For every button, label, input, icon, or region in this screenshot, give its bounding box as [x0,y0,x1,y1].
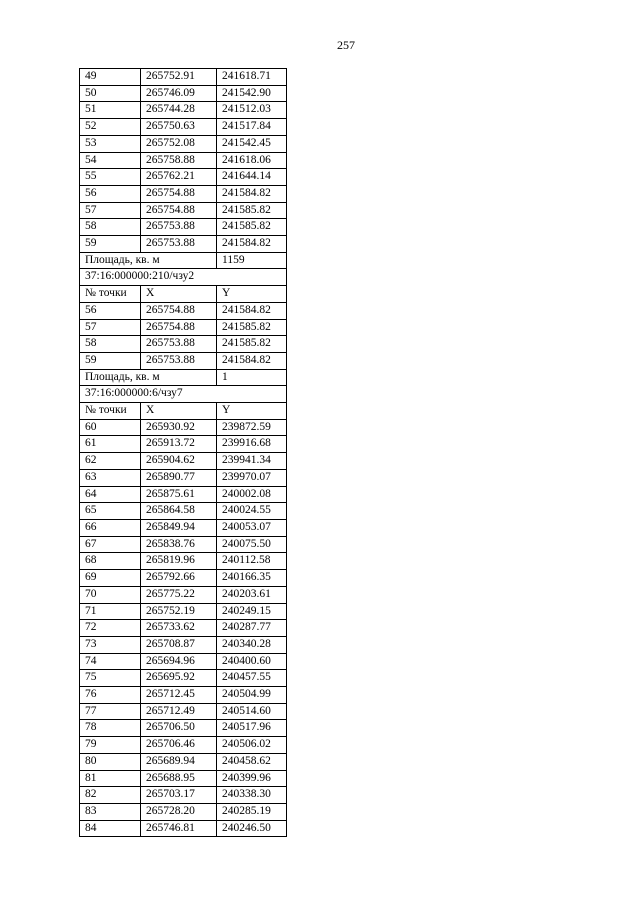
point-number: 54 [80,152,141,169]
table-row [80,687,287,704]
x-coordinate: 265706.46 [141,737,217,754]
x-coordinate: 265744.28 [141,102,217,119]
point-number: 82 [80,787,141,804]
x-coordinate: 265890.77 [141,469,217,486]
area-row [80,252,287,269]
y-coordinate: 240399.96 [217,770,287,787]
point-number: 59 [80,352,141,369]
y-coordinate: 240457.55 [217,670,287,687]
table-row [80,102,287,119]
page-number: 257 [337,38,355,52]
point-number: 73 [80,636,141,653]
point-number: 70 [80,586,141,603]
parcel-id: 37:16:000000:6/чзу7 [80,386,287,403]
point-number: 77 [80,703,141,720]
table-row [80,737,287,754]
table-row [80,820,287,837]
x-coordinate: 265864.58 [141,503,217,520]
point-number: 55 [80,169,141,186]
x-coordinate: 265819.96 [141,553,217,570]
x-coordinate: 265689.94 [141,753,217,770]
table-row [80,503,287,520]
point-number: 71 [80,603,141,620]
table-row [80,185,287,202]
point-number: 66 [80,519,141,536]
point-number: 84 [80,820,141,837]
table-header-row [80,286,287,303]
x-coordinate: 265904.62 [141,453,217,470]
x-coordinate: 265754.88 [141,302,217,319]
point-number: 56 [80,185,141,202]
y-coordinate: 240075.50 [217,536,287,553]
point-number-header: № точки [80,403,141,420]
y-coordinate: 240053.07 [217,519,287,536]
x-coordinate: 265750.63 [141,119,217,136]
table-row [80,636,287,653]
table-row [80,620,287,637]
area-label: Площадь, кв. м [80,252,217,269]
y-coordinate: 240504.99 [217,687,287,704]
x-coordinate: 265753.88 [141,336,217,353]
x-coordinate: 265849.94 [141,519,217,536]
y-coordinate: 240166.35 [217,570,287,587]
y-coordinate: 240506.02 [217,737,287,754]
y-coordinate: 239970.07 [217,469,287,486]
table-header-row [80,403,287,420]
table-row [80,302,287,319]
point-number: 64 [80,486,141,503]
point-number: 68 [80,553,141,570]
x-coordinate: 265762.21 [141,169,217,186]
x-header: X [141,286,217,303]
y-coordinate: 240287.77 [217,620,287,637]
x-header: X [141,403,217,420]
x-coordinate: 265733.62 [141,620,217,637]
point-number: 83 [80,803,141,820]
table-row [80,436,287,453]
x-coordinate: 265754.88 [141,202,217,219]
y-coordinate: 240112.58 [217,553,287,570]
table-row [80,69,287,86]
y-coordinate: 241584.82 [217,185,287,202]
x-coordinate: 265792.66 [141,570,217,587]
x-coordinate: 265746.09 [141,85,217,102]
point-number: 76 [80,687,141,704]
point-number-header: № точки [80,286,141,303]
y-coordinate: 241542.45 [217,135,287,152]
table-row [80,787,287,804]
x-coordinate: 265746.81 [141,820,217,837]
point-number: 57 [80,202,141,219]
x-coordinate: 265838.76 [141,536,217,553]
x-coordinate: 265688.95 [141,770,217,787]
y-coordinate: 241585.82 [217,202,287,219]
x-coordinate: 265728.20 [141,803,217,820]
y-header: Y [217,403,287,420]
table-row [80,135,287,152]
table-row [80,770,287,787]
y-coordinate: 240285.19 [217,803,287,820]
table-row [80,119,287,136]
y-coordinate: 240024.55 [217,503,287,520]
x-coordinate: 265706.50 [141,720,217,737]
x-coordinate: 265875.61 [141,486,217,503]
area-value: 1 [217,369,287,386]
table-row [80,703,287,720]
table-row [80,236,287,253]
table-row [80,453,287,470]
point-number: 78 [80,720,141,737]
table-row [80,336,287,353]
y-coordinate: 240514.60 [217,703,287,720]
y-coordinate: 241584.82 [217,352,287,369]
point-number: 63 [80,469,141,486]
x-coordinate: 265694.96 [141,653,217,670]
x-coordinate: 265752.19 [141,603,217,620]
x-coordinate: 265753.88 [141,352,217,369]
parcel-id: 37:16:000000:210/чзу2 [80,269,287,286]
table-row [80,85,287,102]
y-coordinate: 240246.50 [217,820,287,837]
table-row [80,486,287,503]
table-row [80,219,287,236]
y-coordinate: 239872.59 [217,419,287,436]
table-row [80,319,287,336]
table-row [80,169,287,186]
y-coordinate: 240338.30 [217,787,287,804]
table-row [80,653,287,670]
point-number: 58 [80,219,141,236]
x-coordinate: 265752.91 [141,69,217,86]
parcel-row [80,386,287,403]
y-coordinate: 241585.82 [217,219,287,236]
y-coordinate: 241585.82 [217,319,287,336]
table-row [80,670,287,687]
point-number: 57 [80,319,141,336]
x-coordinate: 265708.87 [141,636,217,653]
area-row [80,369,287,386]
y-coordinate: 241517.84 [217,119,287,136]
y-coordinate: 241512.03 [217,102,287,119]
y-coordinate: 240458.62 [217,753,287,770]
table-row [80,519,287,536]
y-coordinate: 240400.60 [217,653,287,670]
y-coordinate: 240249.15 [217,603,287,620]
table-row [80,202,287,219]
y-coordinate: 241618.06 [217,152,287,169]
y-coordinate: 241644.14 [217,169,287,186]
point-number: 69 [80,570,141,587]
x-coordinate: 265913.72 [141,436,217,453]
table-row [80,803,287,820]
point-number: 74 [80,653,141,670]
x-coordinate: 265754.88 [141,185,217,202]
point-number: 72 [80,620,141,637]
table-row [80,553,287,570]
x-coordinate: 265695.92 [141,670,217,687]
point-number: 60 [80,419,141,436]
y-coordinate: 241542.90 [217,85,287,102]
y-coordinate: 241585.82 [217,336,287,353]
point-number: 50 [80,85,141,102]
x-coordinate: 265703.17 [141,787,217,804]
table-row [80,352,287,369]
parcel-row [80,269,287,286]
point-number: 62 [80,453,141,470]
y-coordinate: 240002.08 [217,486,287,503]
point-number: 81 [80,770,141,787]
table-row [80,570,287,587]
x-coordinate: 265754.88 [141,319,217,336]
point-number: 67 [80,536,141,553]
point-number: 52 [80,119,141,136]
x-coordinate: 265758.88 [141,152,217,169]
table-row [80,753,287,770]
point-number: 65 [80,503,141,520]
point-number: 59 [80,236,141,253]
point-number: 79 [80,737,141,754]
area-label: Площадь, кв. м [80,369,217,386]
table-row [80,536,287,553]
table-row [80,469,287,486]
y-coordinate: 241584.82 [217,236,287,253]
x-coordinate: 265775.22 [141,586,217,603]
point-number: 53 [80,135,141,152]
y-coordinate: 240203.61 [217,586,287,603]
x-coordinate: 265712.49 [141,703,217,720]
point-number: 61 [80,436,141,453]
point-number: 75 [80,670,141,687]
x-coordinate: 265753.88 [141,236,217,253]
y-coordinate: 241618.71 [217,69,287,86]
point-number: 58 [80,336,141,353]
table-row [80,152,287,169]
y-coordinate: 240517.96 [217,720,287,737]
x-coordinate: 265752.08 [141,135,217,152]
table-row [80,603,287,620]
x-coordinate: 265930.92 [141,419,217,436]
point-number: 56 [80,302,141,319]
coordinates-table [79,68,287,837]
table-row [80,720,287,737]
y-header: Y [217,286,287,303]
table-row [80,419,287,436]
x-coordinate: 265712.45 [141,687,217,704]
y-coordinate: 239916.68 [217,436,287,453]
y-coordinate: 240340.28 [217,636,287,653]
point-number: 49 [80,69,141,86]
area-value: 1159 [217,252,287,269]
x-coordinate: 265753.88 [141,219,217,236]
y-coordinate: 239941.34 [217,453,287,470]
y-coordinate: 241584.82 [217,302,287,319]
point-number: 80 [80,753,141,770]
table-row [80,586,287,603]
point-number: 51 [80,102,141,119]
